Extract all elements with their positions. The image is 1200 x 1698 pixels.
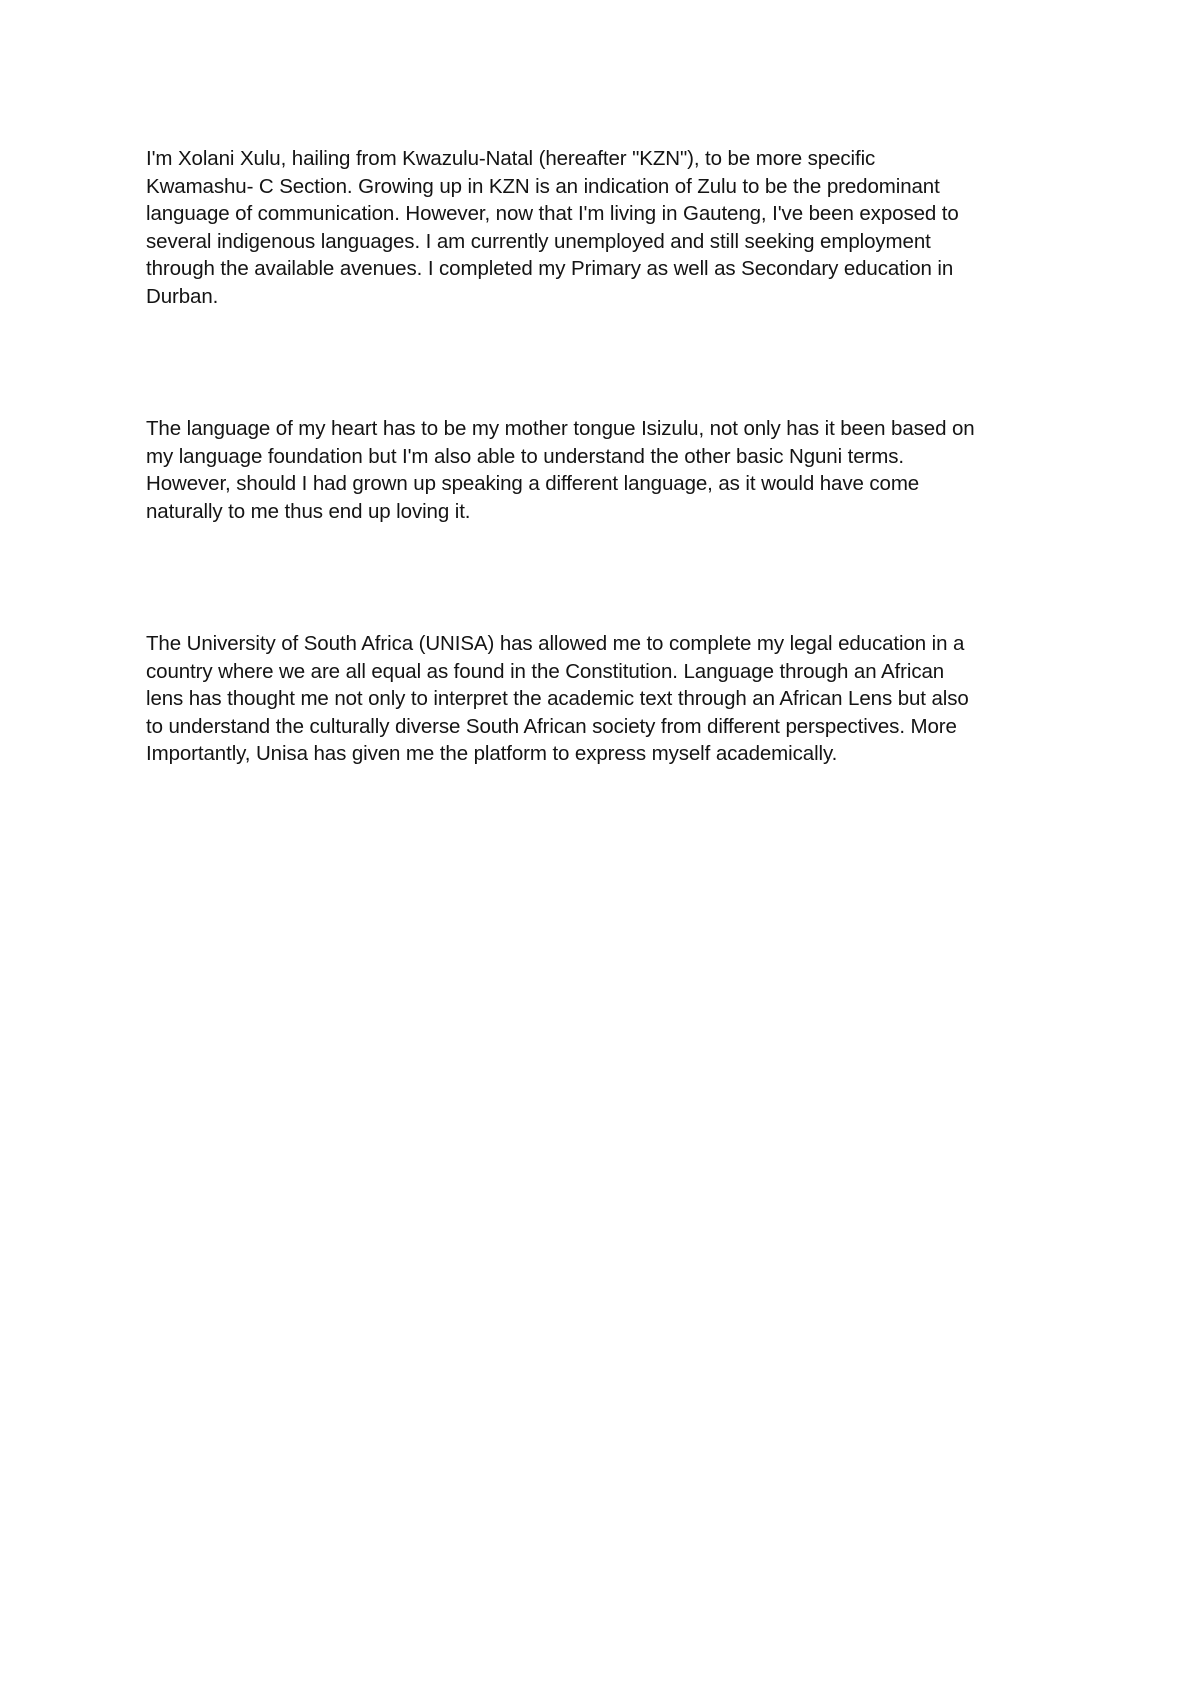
paragraph-introduction: I'm Xolani Xulu, hailing from Kwazulu-Natal (hereafter "KZN"), to be more specific Kwamashu- C Section. Growing up in KZN is an indication of Zulu to be the predominant language of communication. However, now that I'm living in Gauteng, I've been exposed to several indigenous languages. I am currently unemployed and still seeking employment through the available avenues. I completed my Primary as well as Secondary education in Durban.	[146, 147, 959, 308]
paragraph-language-of-heart: The language of my heart has to be my mother tongue Isizulu, not only has it been based on my language foundation but I'm also able to understand the other basic Nguni terms. However, should I had grown up speaking a different language, as it would have come naturally to me thus end up loving it.	[146, 417, 975, 523]
paragraph-unisa: The University of South Africa (UNISA) has allowed me to complete my legal education in a country where we are all equal as found in the Constitution. Language through an African lens has thought me not only to interpret the academic text through an African Lens but also to understand the culturally diverse South African society from different perspectives. More Importantly, Unisa has given me the platform to express myself academically.	[146, 632, 969, 766]
